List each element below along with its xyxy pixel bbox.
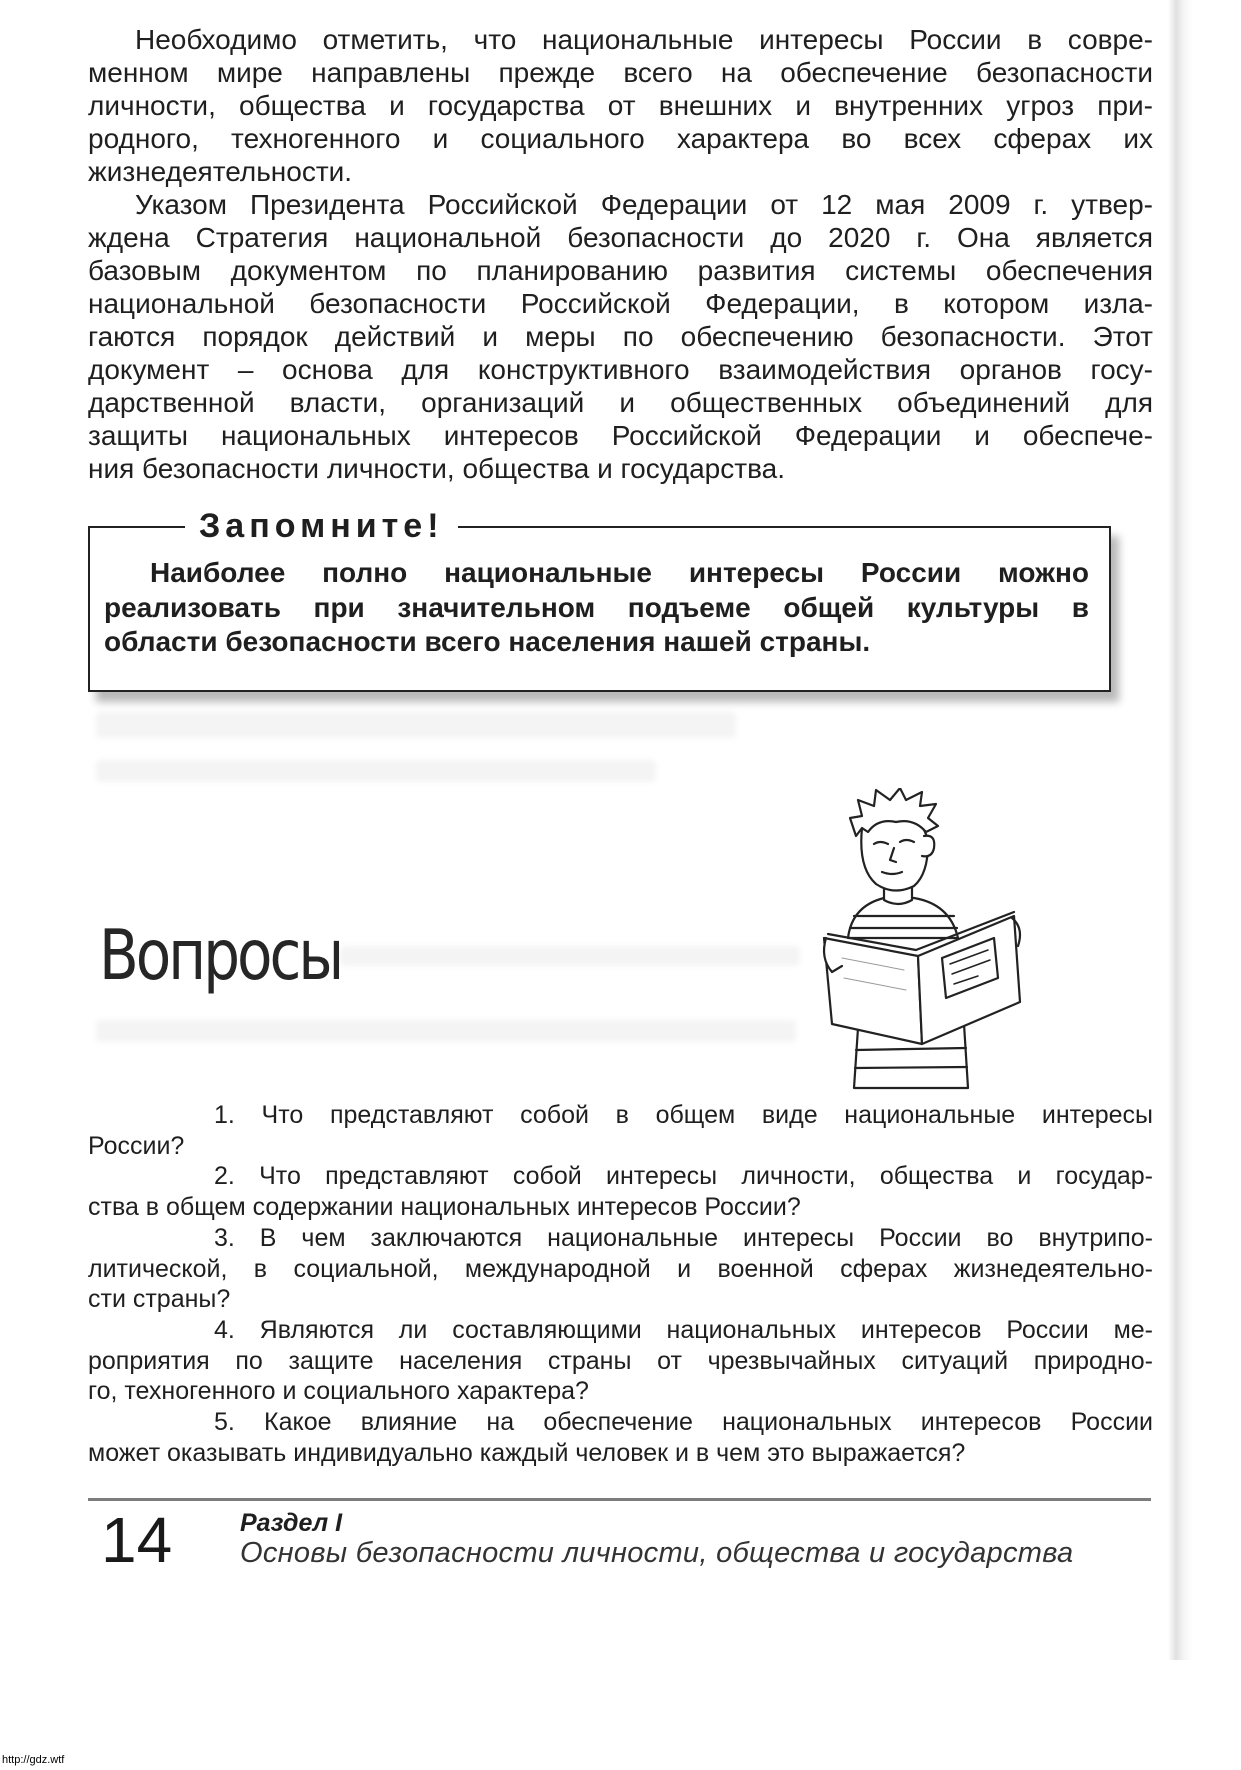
question-line: сти страны? [88,1285,231,1314]
text-line: Необходимо отметить, что национальные интересы России в совре- [135,24,1153,55]
section-label: Раздел I [240,1509,343,1537]
remember-line: области безопасности всего населения нашей страны. [104,626,871,657]
question-4 [88,1315,1153,1407]
question-line: 3. В чем заключаются национальные интересы России во внутрипо- [214,1223,1153,1252]
questions-list [88,1100,1153,1468]
remember-box [88,507,1111,692]
bleed-through-shade [96,712,736,738]
question-line: может оказывать индивидуально каждый человек и в чем это выражается? [88,1438,966,1467]
bleed-through-shade [96,760,656,782]
question-line: роприятия по защите населения страны от чрезвычайных ситуаций природно- [88,1346,1153,1375]
question-5 [88,1407,1153,1468]
question-line: ства в общем содержании национальных интересов России? [88,1193,801,1222]
question-line: литической, в социальной, международной и военной сферах жизнедеятельно- [88,1254,1153,1283]
body-text [88,23,1153,485]
text-line: менном мире направлены прежде всего на обеспечение безопасности [88,57,1153,88]
question-line: 4. Являются ли составляющими национальных интересов России ме- [214,1315,1153,1344]
question-line: 1. Что представляют собой в общем виде национальные интересы [214,1101,1153,1129]
text-line: гаются порядок действий и меры по обеспечению безопасности. Этот [88,321,1153,352]
remember-box-text [104,556,1089,660]
remember-line: реализовать при значительном подъеме общей культуры в [104,591,1089,623]
text-line: базовым документом по планированию развития системы обеспечения [88,255,1153,286]
text-line: дарственной власти, организаций и общественных объединений для [88,387,1153,418]
questions-heading: Вопросы [99,914,342,996]
remember-box-title: Запомните! [185,504,458,548]
question-line: России? [88,1131,185,1160]
page-binding-shadow [1168,0,1192,1660]
question-2 [88,1161,1153,1222]
text-line: национальной безопасности Российской Федерации, в котором изла- [88,288,1153,319]
bleed-through-shade [340,946,800,966]
question-line: го, техногенного и социального характера? [88,1377,589,1406]
section-title: Основы безопасности личности, общества и государства [240,1537,1074,1569]
paragraph-1 [88,23,1153,188]
text-line: жизнедеятельности. [88,156,353,187]
boy-head [850,788,938,891]
bleed-through-shade [96,1020,796,1042]
text-line: ждена Стратегия национальной безопасности до 2020 г. Она является [88,222,1153,253]
question-1 [88,1100,1153,1161]
text-line: ния безопасности личности, общества и государства. [88,453,785,484]
paragraph-2 [88,188,1153,485]
remember-line: Наиболее полно национальные интересы России можно [150,557,1089,588]
text-line: защиты национальных интересов Российской Федерации и обеспече- [88,420,1153,451]
page-number: 14 [101,1504,173,1576]
text-line: личности, общества и государства от внешних и внутренних угроз при- [88,90,1153,121]
footer-divider [88,1498,1151,1501]
text-line: документ – основа для конструктивного взаимодействия органов госу- [88,354,1153,385]
watermark-url: http://gdz.wtf [2,1754,65,1766]
text-line: Указом Президента Российской Федерации от 12 мая 2009 г. утвер- [135,189,1153,220]
question-line: 5. Какое влияние на обеспечение национальных интересов России [214,1408,1153,1437]
text-line: родного, техногенного и социального характера во всех сферах их [88,123,1153,154]
question-3 [88,1223,1153,1315]
boy-reading-illustration [818,788,1024,1092]
question-line: 2. Что представляют собой интересы личности, общества и государ- [214,1162,1153,1191]
